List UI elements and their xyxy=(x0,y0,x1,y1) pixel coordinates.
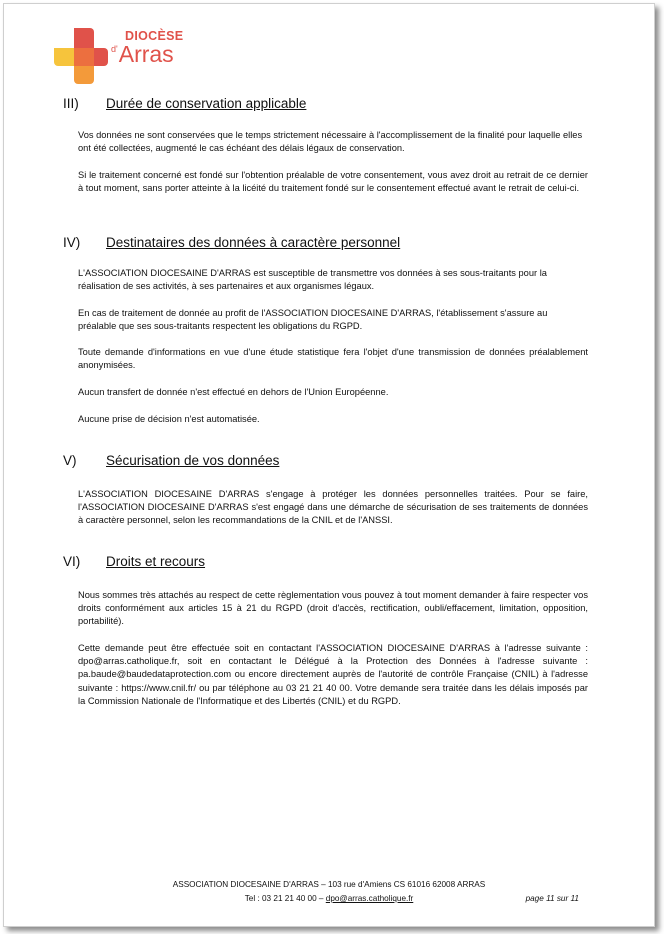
section-title: Destinataires des données à caractère personnel xyxy=(106,235,401,250)
paragraph: L'ASSOCIATION DIOCESAINE D'ARRAS s'engage à protéger les données personnelles traitées. Pour se faire, l'ASSOCIATION DIOCESAINE D'ARRAS s'est engagé dans une démarche de sécurisation de ses traitements de données à caractère personnel, selon les recommandations de la CNIL et de l'ANSSI. xyxy=(78,489,588,526)
section-title: Sécurisation de vos données xyxy=(106,453,280,468)
diocese-logo xyxy=(52,22,202,84)
section-number: III) xyxy=(63,96,79,111)
page-footer xyxy=(4,880,654,903)
paragraph: Toute demande d'informations en vue d'une étude statistique fera l'objet d'une transmission de données préalablement anonymisées. xyxy=(78,347,588,371)
section-number: V) xyxy=(63,453,77,468)
section-number: VI) xyxy=(63,554,81,569)
paragraph: Nous sommes très attachés au respect de cette règlementation vous pouvez à tout moment demander à faire respecter vos droits conformément aux articles 15 à 21 du RGPD (droit d'accès, rectification, oubli/effacement, limitation, opposition, portabilité). xyxy=(78,590,588,627)
logo-prefix: d' xyxy=(111,44,118,54)
section-title: Droits et recours xyxy=(106,554,206,569)
section-heading-iv xyxy=(63,235,400,250)
section-heading-iii xyxy=(63,96,306,111)
paragraph: En cas de traitement de donnée au profit de l'ASSOCIATION DIOCESAINE D'ARRAS, l'établissement s'assure au préalable que ses sous-traitants respectent les obligations du RGPD. xyxy=(78,308,548,332)
section-title: Durée de conservation applicable xyxy=(106,96,307,111)
paragraph: Aucune prise de décision n'est automatisée. xyxy=(78,414,260,424)
logo-line2 xyxy=(111,41,174,68)
paragraph: Aucun transfert de donnée n'est effectué en dehors de l'Union Européenne. xyxy=(78,387,389,397)
paragraph: Cette demande peut être effectuée soit en contactant l'ASSOCIATION DIOCESAINE D'ARRAS à l'adresse suivante : dpo@arras.catholique.fr, soit en contactant le Délégué à la Protection des Données à l'adresse suivante : pa.baude@baudedataprotection.com ou encore directement auprès de l'autorité de contrôle Française (CNIL) à l'adresse suivante : https://www.cnil.fr/ ou par téléphone au 03 21 21 40 00. Votre demande sera traitée dans les délais imposés par la Commission Nationale de l'Informatique et des Libertés (CNIL) et du RGPD. xyxy=(78,643,588,706)
paragraph: Si le traitement concerné est fondé sur l'obtention préalable de votre consentement, vous avez droit au retrait de ce dernier à tout moment, sans porter atteinte à la licéité du traitement fondé sur le consentement effectué avant le retrait de celui-ci. xyxy=(78,170,588,194)
footer-address: ASSOCIATION DIOCESAINE D'ARRAS – 103 rue d'Amiens CS 61016 62008 ARRAS xyxy=(172,880,486,889)
section-heading-v xyxy=(63,453,279,468)
footer-phone: Tel : 03 21 21 40 00 – xyxy=(244,894,324,903)
cross-logo-icon xyxy=(52,26,112,86)
section-heading-vi xyxy=(63,554,205,569)
document-page xyxy=(3,3,655,927)
logo-name: Arras xyxy=(118,41,174,67)
logo-line1: DIOCÈSE xyxy=(125,29,184,43)
section-number: IV) xyxy=(63,235,81,250)
paragraph: Vos données ne sont conservées que le temps strictement nécessaire à l'accomplissement de la finalité pour laquelle elles ont été collectées, augmenté le cas échéant des délais légaux de conservation. xyxy=(78,130,583,154)
page-number: page 11 sur 11 xyxy=(525,894,579,903)
footer-email-link[interactable]: dpo@arras.catholique.fr xyxy=(325,894,414,903)
paragraph: L'ASSOCIATION DIOCESAINE D'ARRAS est susceptible de transmettre vos données à ses sous-traitants pour la réalisation de ses activités, à ses partenaires et aux organismes légaux. xyxy=(78,268,547,292)
